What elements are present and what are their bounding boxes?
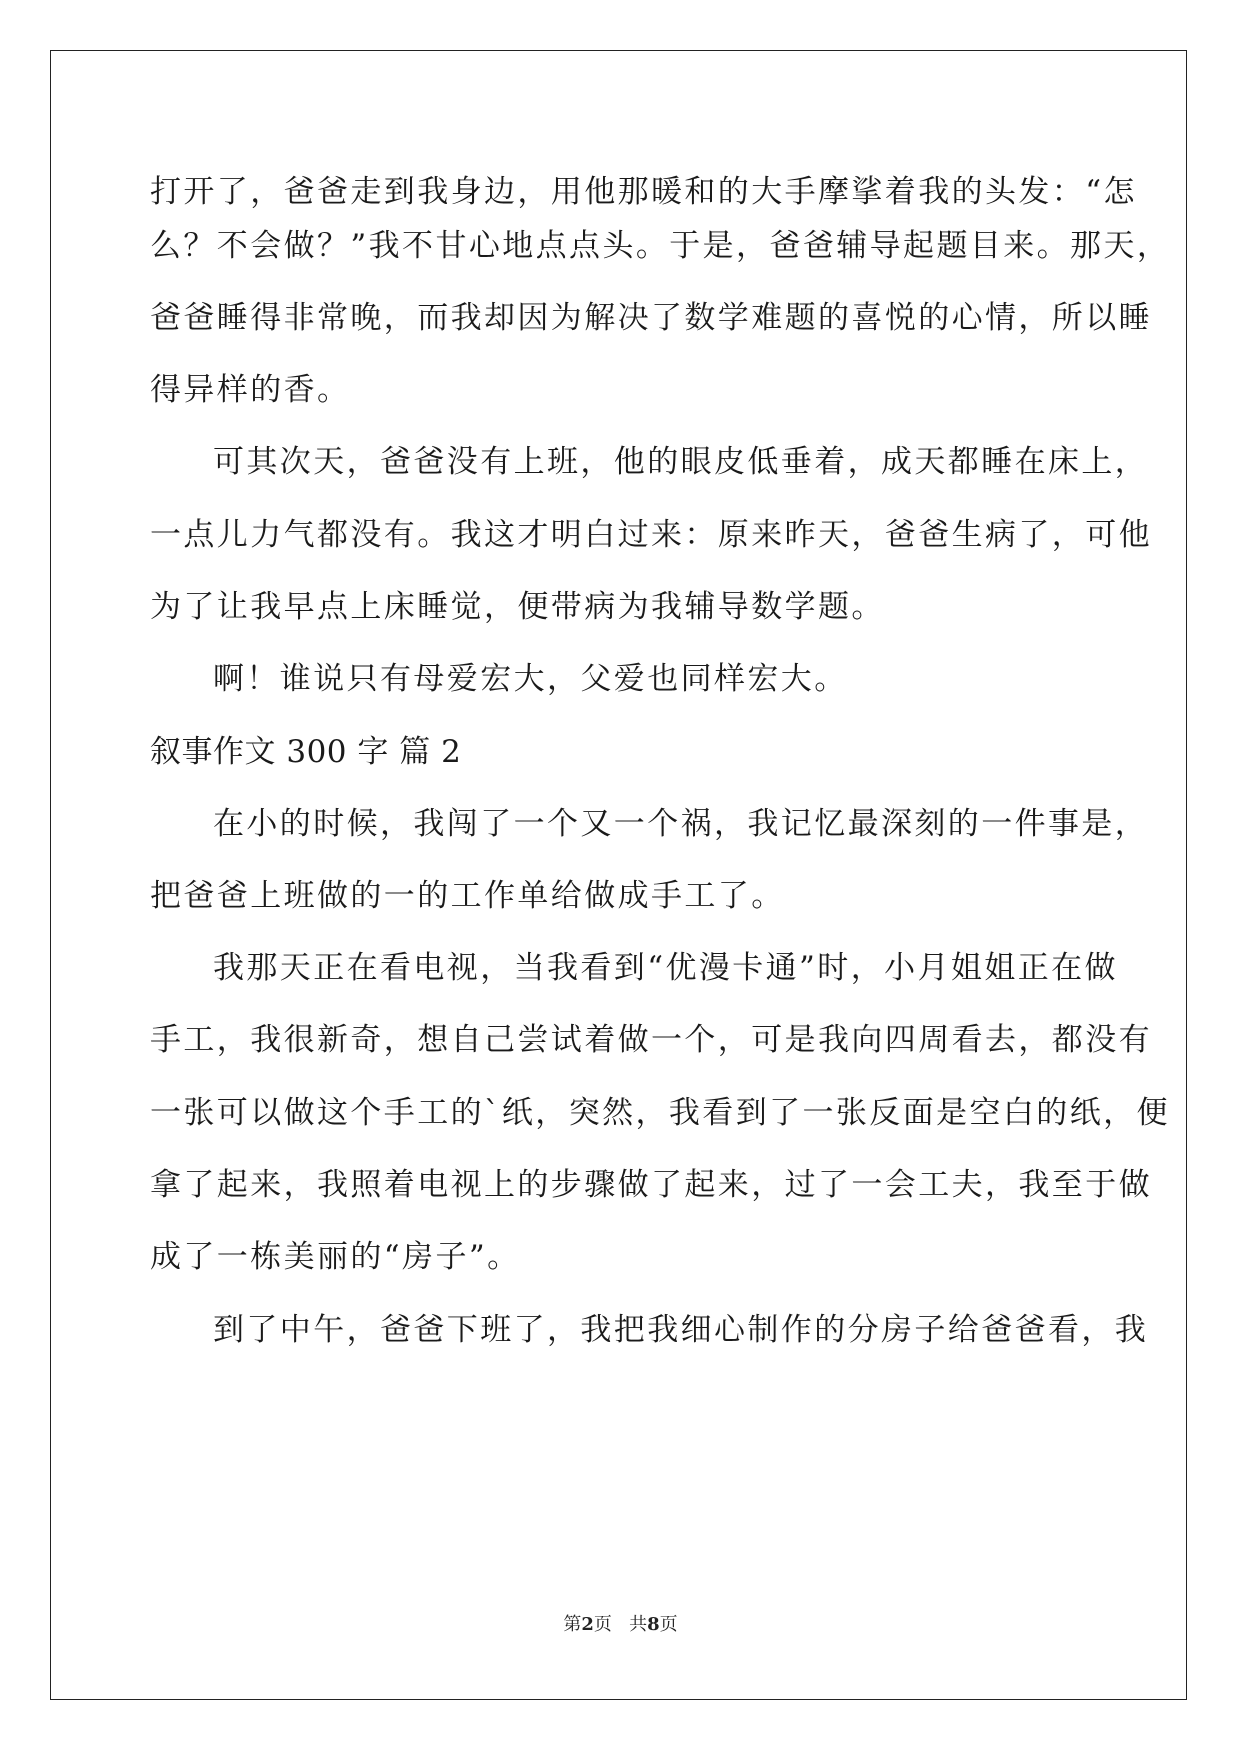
paragraph-line: 爸爸睡得非常晚，而我却因为解决了数学难题的喜悦的心情，所以睡 — [150, 300, 1152, 336]
paragraph-line: 到了中午，爸爸下班了，我把我细心制作的分房子给爸爸看，我 — [213, 1312, 1149, 1348]
page-footer — [0, 1613, 1241, 1637]
total-pages: 8 — [647, 1614, 660, 1635]
paragraph-line: 在小的时候，我闯了一个又一个祸，我记忆最深刻的一件事是， — [213, 806, 1149, 842]
paragraph-line: 为了让我早点上床睡觉，便带病为我辅导数学题。 — [150, 589, 885, 625]
paragraph-line: 成了一栋美丽的“房子”。 — [150, 1239, 521, 1275]
total-suffix: 页 — [659, 1614, 678, 1635]
paragraph-line: 可其次天，爸爸没有上班，他的眼皮低垂着，成天都睡在床上， — [213, 444, 1149, 480]
page-suffix: 页 — [593, 1614, 612, 1635]
paragraph-line: 啊！谁说只有母爱宏大，父爱也同样宏大。 — [213, 661, 848, 697]
paragraph-line: 么？不会做？”我不甘心地点点头。于是，爸爸辅导起题目来。那天， — [150, 228, 1171, 264]
section-heading: 叙事作文 300 字 篇 2 — [150, 734, 462, 770]
paragraph-line: 得异样的香。 — [150, 372, 351, 408]
paragraph-line: 一点儿力气都没有。我这才明白过来：原来昨天，爸爸生病了，可他 — [150, 517, 1152, 553]
paragraph-line: 手工，我很新奇，想自己尝试着做一个，可是我向四周看去，都没有 — [150, 1022, 1152, 1058]
paragraph-line: 把爸爸上班做的一的工作单给做成手工了。 — [150, 878, 785, 914]
paragraph-line: 拿了起来，我照着电视上的步骤做了起来，过了一会工夫，我至于做 — [150, 1167, 1152, 1203]
page-number: 2 — [581, 1614, 594, 1635]
paragraph-line: 打开了，爸爸走到我身边，用他那暖和的大手摩挲着我的头发：“怎 — [150, 174, 1137, 210]
paragraph-line: 一张可以做这个手工的`纸，突然，我看到了一张反面是空白的纸，便 — [150, 1095, 1170, 1131]
total-prefix: 共 — [629, 1614, 648, 1635]
page-prefix: 第 — [563, 1614, 582, 1635]
paragraph-line: 我那天正在看电视，当我看到“优漫卡通”时，小月姐姐正在做 — [213, 950, 1118, 986]
